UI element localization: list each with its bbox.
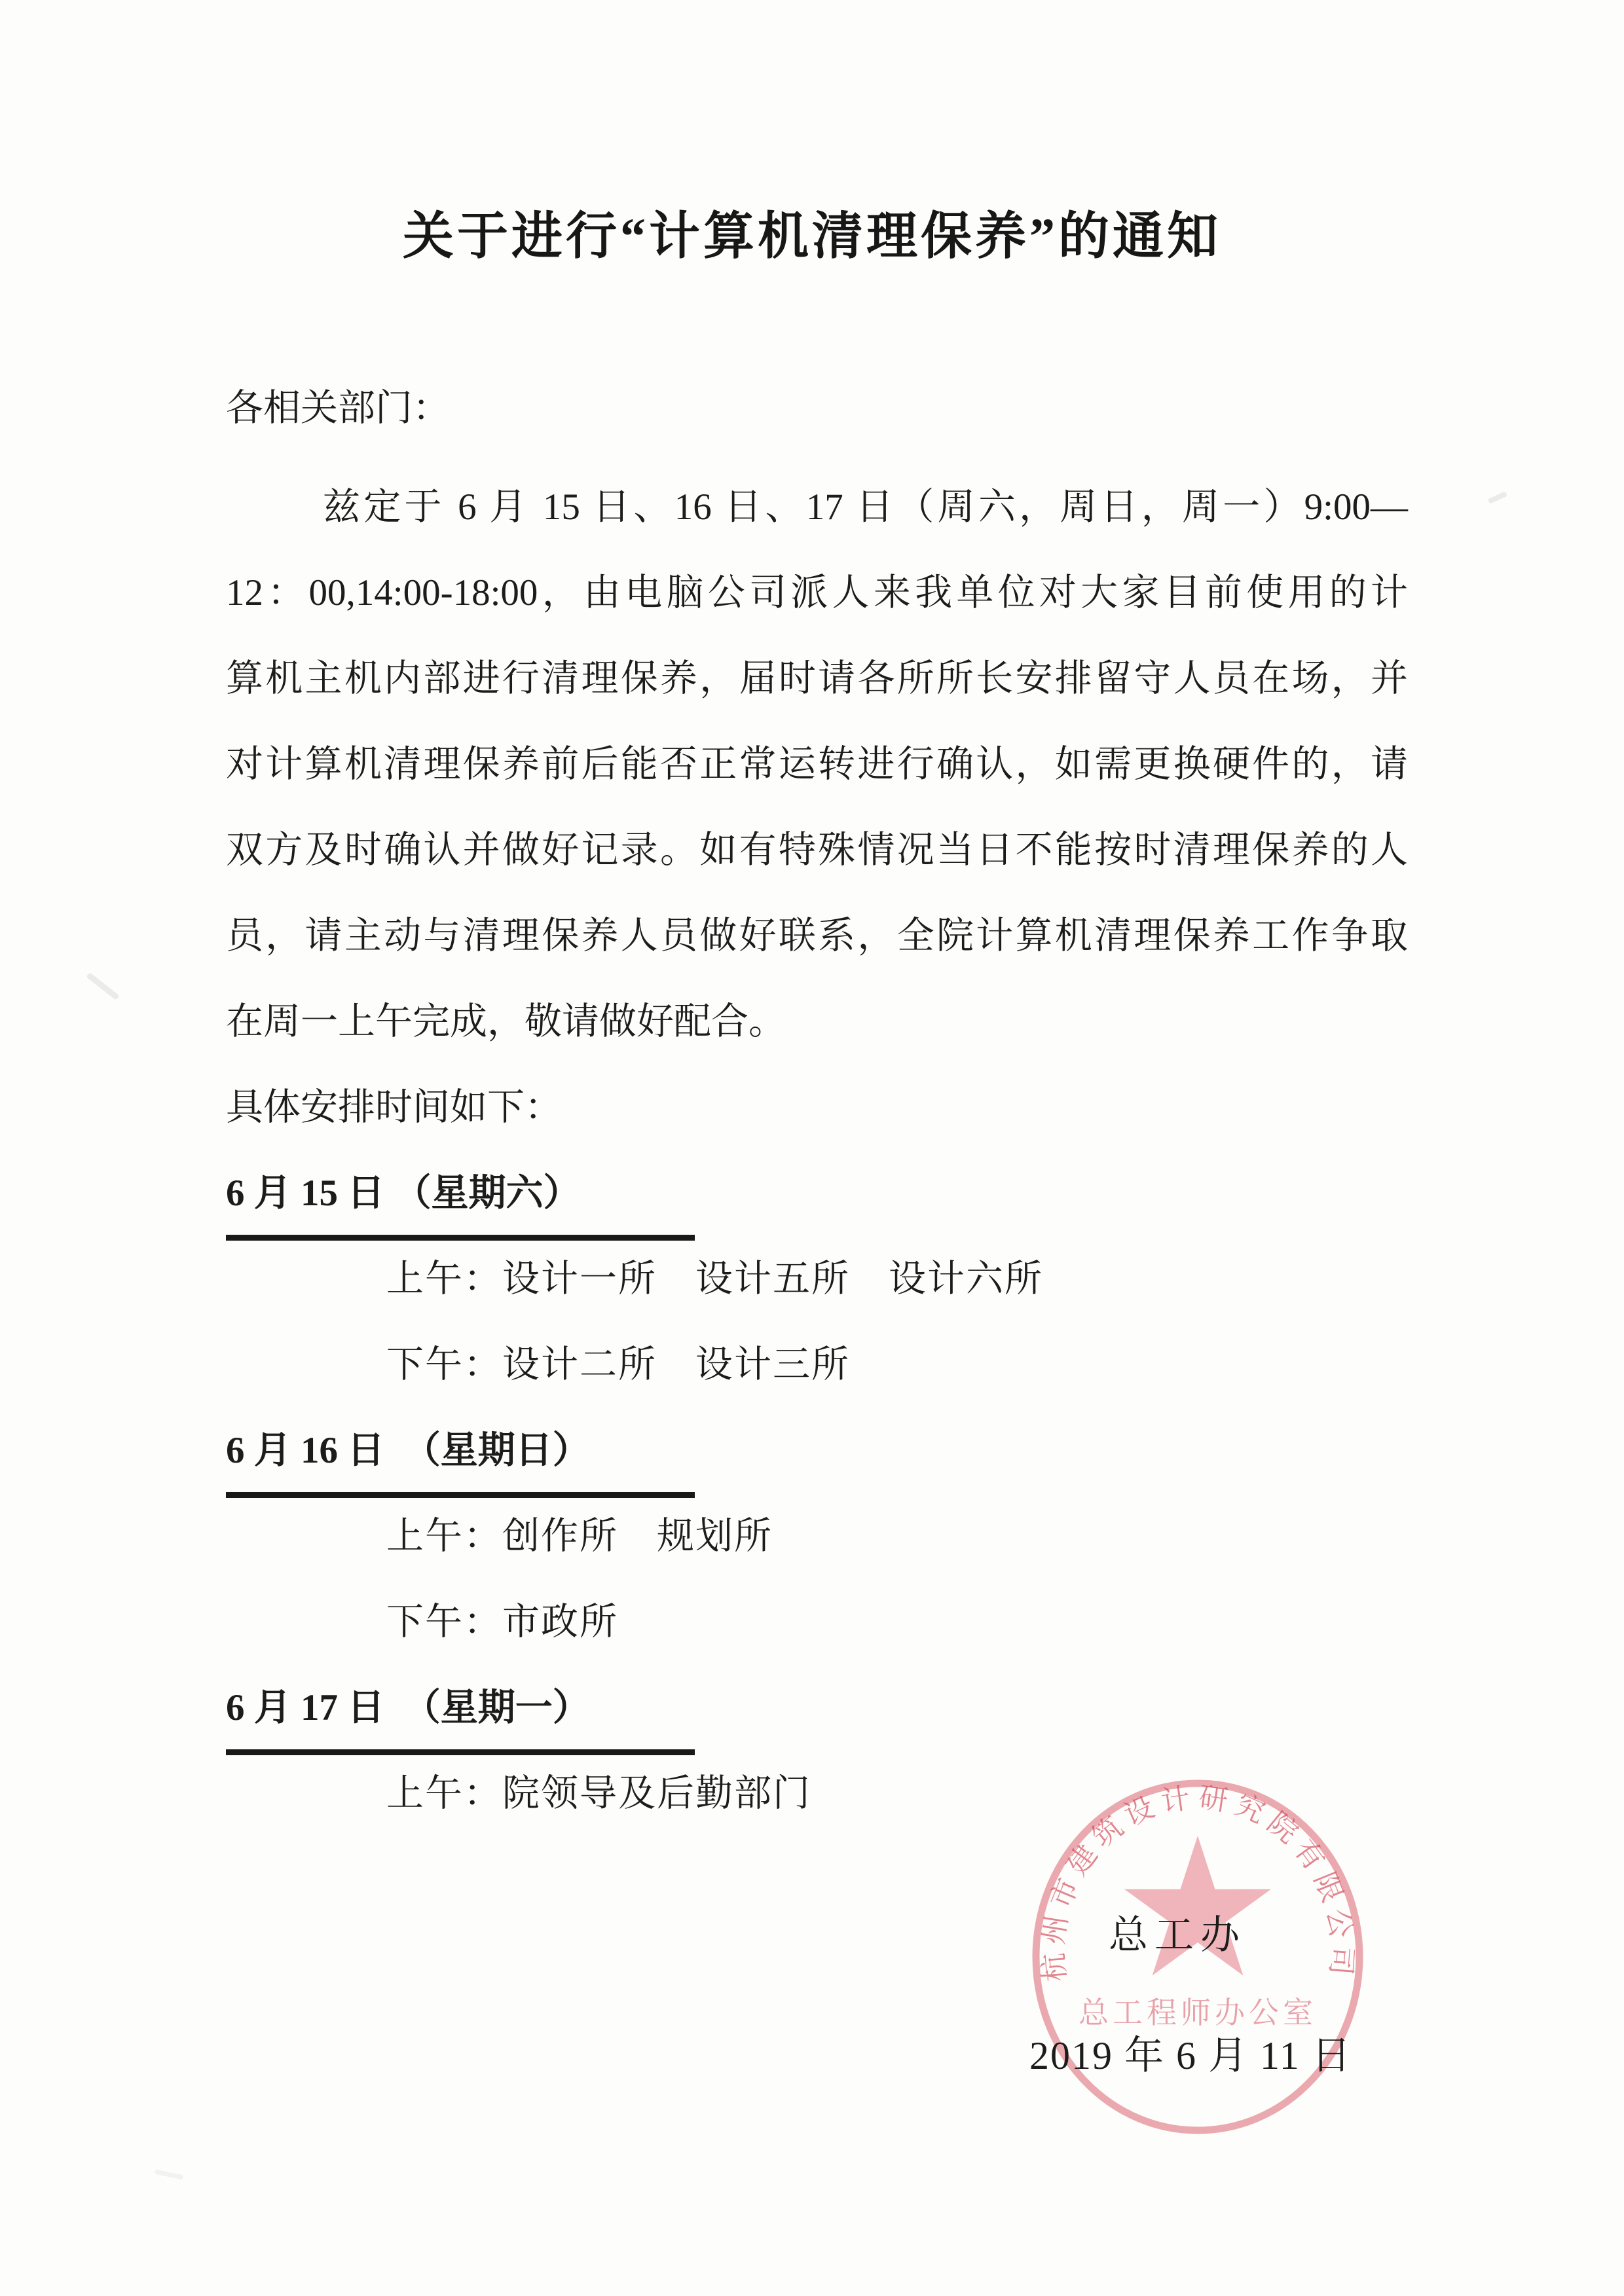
scan-noise-mark (86, 972, 119, 1000)
body-line: 兹定于 6 月 15 日、16 日、17 日（周六，周日，周一）9:00— (323, 486, 1408, 528)
page-title: 关于进行“计算机清理保养”的通知 (402, 208, 1221, 264)
schedule-day-header (226, 1665, 1408, 1751)
schedule-session: 上午：院领导及后勤部门 (386, 1773, 811, 1814)
underlined-date: 6 月 15 日 （星期六） (226, 1155, 695, 1241)
body-line: 在周一上午完成，敬请做好配合。 (226, 1001, 786, 1042)
schedule-intro: 具体安排时间如下： (226, 1087, 562, 1128)
seal-company-arc-text: 杭州市建筑设计研究院有限公司 (1037, 1781, 1359, 1983)
body-line: 对计算机清理保养前后能否正常运转进行确认，如需更换硬件的，请 (226, 744, 1408, 785)
underlined-date: 6 月 17 日 （星期一） (226, 1669, 695, 1755)
body-line: 双方及时确认并做好记录。如有特殊情况当日不能按时清理保养的人 (226, 829, 1408, 871)
schedule-session: 上午：创作所 规划所 (386, 1516, 773, 1557)
body-line: 员，请主动与清理保养人员做好联系，全院计算机清理保养工作争取 (226, 915, 1408, 957)
schedule-day-header (226, 1150, 1408, 1236)
signature: 总工办 (1109, 1914, 1246, 1957)
scan-noise-mark (155, 2170, 183, 2180)
schedule-session: 下午：设计二所 设计三所 (386, 1344, 850, 1385)
issue-date: 2019 年 6 月 11 日 (1029, 2034, 1352, 2077)
underlined-date: 6 月 16 日 （星期日） (226, 1412, 695, 1498)
document-body (226, 365, 1408, 1836)
seal-office-text: 总工程师办公室 (1079, 1996, 1317, 2030)
schedule-session: 上午：设计一所 设计五所 设计六所 (386, 1258, 1043, 1300)
body-line: 算机主机内部进行清理保养，届时请各所所长安排留守人员在场，并 (226, 658, 1408, 699)
scan-noise-mark (1488, 491, 1508, 504)
schedule-session: 下午：市政所 (386, 1601, 618, 1643)
salutation: 各相关部门： (226, 388, 450, 429)
body-line: 12：00,14:00-18:00，由电脑公司派人来我单位对大家目前使用的计 (226, 572, 1408, 613)
schedule-day-header (226, 1408, 1408, 1493)
